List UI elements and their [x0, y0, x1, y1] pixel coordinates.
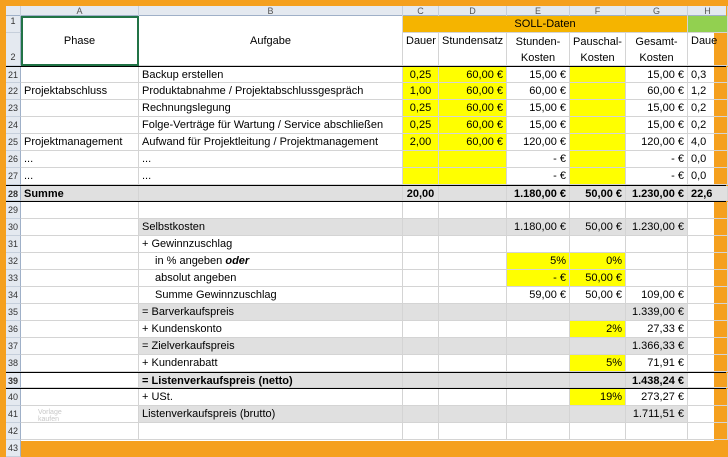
- listenverkaufspreis-netto-row: [6, 372, 726, 389]
- empty-cell[interactable]: [439, 321, 507, 338]
- row-header[interactable]: 21: [6, 67, 21, 83]
- empty-cell[interactable]: [439, 287, 507, 304]
- empty-cell[interactable]: [688, 270, 728, 287]
- task-row: [6, 117, 726, 134]
- listenverkaufspreis-brutto-label[interactable]: Listenverkaufspreis (brutto): [139, 406, 403, 423]
- empty-cell[interactable]: [507, 202, 570, 219]
- summe-row: [6, 185, 726, 202]
- summe-gewinn-gesamt[interactable]: 109,00 €: [626, 287, 688, 304]
- pauschal-kosten-header[interactable]: Pauschal- Kosten: [570, 33, 626, 66]
- gesamt-kosten-cell[interactable]: - €: [626, 168, 688, 185]
- empty-cell[interactable]: [439, 389, 507, 406]
- phase-cell[interactable]: Projektabschluss: [21, 83, 139, 100]
- empty-cell[interactable]: [439, 423, 507, 440]
- dauer-ist-cell[interactable]: 0,3: [688, 67, 728, 83]
- phase-cell[interactable]: Projektmanagement: [21, 134, 139, 151]
- barverkaufspreis-label[interactable]: = Barverkaufspreis: [139, 304, 403, 321]
- row-header[interactable]: 40: [6, 389, 21, 406]
- empty-cell[interactable]: [403, 287, 439, 304]
- dauer-cell[interactable]: 0,25: [403, 117, 439, 134]
- blank-row: [6, 440, 726, 457]
- empty-cell[interactable]: [626, 253, 688, 270]
- column-header-b[interactable]: B: [139, 6, 403, 16]
- listenverkaufspreis-brutto-value[interactable]: 1.711,51 €: [626, 406, 688, 423]
- empty-cell[interactable]: [21, 219, 139, 236]
- selbstkosten-row: [6, 219, 726, 236]
- summe-dauer-ist[interactable]: 22,6: [688, 186, 728, 201]
- gewinn-absolut-pauschal[interactable]: 50,00 €: [570, 270, 626, 287]
- empty-cell[interactable]: [688, 304, 728, 321]
- dauer-header[interactable]: Dauer: [403, 33, 439, 66]
- kundenskonto-percent[interactable]: 2%: [570, 321, 626, 338]
- dauer-cell[interactable]: 0,25: [403, 67, 439, 83]
- aufgabe-cell[interactable]: Backup erstellen: [139, 67, 403, 83]
- row-header[interactable]: 25: [6, 134, 21, 151]
- column-header-e[interactable]: E: [507, 6, 570, 16]
- empty-cell[interactable]: [688, 355, 728, 372]
- empty-cell[interactable]: [688, 423, 728, 440]
- ust-label[interactable]: + USt.: [139, 389, 403, 406]
- stunden-kosten-header[interactable]: Stunden- Kosten: [507, 33, 570, 66]
- empty-cell[interactable]: [507, 321, 570, 338]
- gewinn-prozent-label[interactable]: in % angeben oder: [139, 253, 403, 270]
- empty-cell[interactable]: [21, 321, 139, 338]
- zielverkaufspreis-value[interactable]: 1.366,33 €: [626, 338, 688, 355]
- row-header[interactable]: 30: [6, 219, 21, 236]
- row-header[interactable]: 28: [6, 186, 21, 201]
- gewinn-absolut-row: [6, 270, 726, 287]
- stundensatz-cell[interactable]: 60,00 €: [439, 100, 507, 117]
- row-header[interactable]: 1: [6, 16, 21, 33]
- row-header[interactable]: 31: [6, 236, 21, 253]
- stunden-kosten-cell[interactable]: 15,00 €: [507, 67, 570, 83]
- kundenrabatt-label[interactable]: + Kundenrabatt: [139, 355, 403, 372]
- stundensatz-header[interactable]: Stundensatz: [439, 33, 507, 66]
- row-header[interactable]: 39: [6, 373, 21, 388]
- aufgabe-cell[interactable]: Aufwand für Projektleitung / Projektmanagement: [139, 134, 403, 151]
- ust-row: [6, 389, 726, 406]
- gesamt-kosten-header[interactable]: Gesamt- Kosten: [626, 33, 688, 66]
- empty-cell[interactable]: [21, 202, 139, 219]
- phase-header: Phase: [63, 35, 96, 47]
- empty-cell[interactable]: [507, 389, 570, 406]
- empty-cell[interactable]: [688, 219, 728, 236]
- empty-cell[interactable]: [570, 236, 626, 253]
- gewinn-prozent-stunden[interactable]: 5%: [507, 253, 570, 270]
- empty-cell[interactable]: [688, 236, 728, 253]
- empty-cell[interactable]: [688, 253, 728, 270]
- gewinnzuschlag-row: [6, 236, 726, 253]
- ust-value[interactable]: 273,27 €: [626, 389, 688, 406]
- dauer-ist-cell[interactable]: 0,2: [688, 117, 728, 134]
- zielverkaufspreis-label[interactable]: = Zielverkaufspreis: [139, 338, 403, 355]
- empty-cell[interactable]: [403, 304, 439, 321]
- column-header-a[interactable]: A: [21, 6, 139, 16]
- row-header[interactable]: 24: [6, 117, 21, 134]
- dauer-cell[interactable]: 1,00: [403, 83, 439, 100]
- listenverkaufspreis-netto-label[interactable]: = Listenverkaufspreis (netto): [139, 373, 403, 388]
- stunden-kosten-cell[interactable]: 60,00 €: [507, 83, 570, 100]
- kundenrabatt-row: [6, 355, 726, 372]
- dauer-cell[interactable]: 2,00: [403, 134, 439, 151]
- dauer-ist-cell[interactable]: 0,0: [688, 168, 728, 185]
- summe-gewinn-pauschal[interactable]: 50,00 €: [570, 287, 626, 304]
- column-header-f[interactable]: F: [570, 6, 626, 16]
- dauer-ist-header[interactable]: Daue: [688, 33, 728, 66]
- selbstkosten-pauschal[interactable]: 50,00 €: [570, 219, 626, 236]
- barverkaufspreis-row: [6, 304, 726, 321]
- empty-cell[interactable]: [626, 202, 688, 219]
- dauer-ist-cell[interactable]: 1,2: [688, 83, 728, 100]
- phase-header-cell[interactable]: [21, 16, 139, 66]
- dauer-cell[interactable]: [403, 168, 439, 185]
- column-header-d[interactable]: D: [439, 6, 507, 16]
- empty-cell[interactable]: [688, 406, 728, 423]
- empty-cell[interactable]: [21, 304, 139, 321]
- row-header[interactable]: 34: [6, 287, 21, 304]
- empty-cell[interactable]: [439, 406, 507, 423]
- empty-cell[interactable]: [439, 338, 507, 355]
- empty-cell[interactable]: [439, 202, 507, 219]
- empty-cell[interactable]: [570, 338, 626, 355]
- summe-gewinnzuschlag-label[interactable]: Summe Gewinnzuschlag: [139, 287, 403, 304]
- column-header-c[interactable]: C: [403, 6, 439, 16]
- selbstkosten-stunden[interactable]: 1.180,00 €: [507, 219, 570, 236]
- empty-cell[interactable]: [507, 236, 570, 253]
- empty-cell[interactable]: [403, 202, 439, 219]
- empty-cell[interactable]: [626, 423, 688, 440]
- pauschal-kosten-cell[interactable]: [570, 67, 626, 83]
- task-row: [6, 66, 726, 83]
- stunden-kosten-cell[interactable]: 120,00 €: [507, 134, 570, 151]
- aufgabe-cell[interactable]: Produktabnahme / Projektabschlussgespräch: [139, 83, 403, 100]
- empty-cell[interactable]: [688, 338, 728, 355]
- empty-cell[interactable]: [570, 373, 626, 388]
- stundensatz-cell[interactable]: 60,00 €: [439, 83, 507, 100]
- kundenrabatt-value[interactable]: 71,91 €: [626, 355, 688, 372]
- row-header[interactable]: 36: [6, 321, 21, 338]
- task-row: [6, 168, 726, 185]
- ust-percent[interactable]: 19%: [570, 389, 626, 406]
- zielverkaufspreis-row: [6, 338, 726, 355]
- empty-cell[interactable]: [439, 253, 507, 270]
- aufgabe-cell[interactable]: ...: [139, 151, 403, 168]
- phase-cell[interactable]: ...: [21, 151, 139, 168]
- row-header[interactable]: 32: [6, 253, 21, 270]
- empty-cell[interactable]: [403, 236, 439, 253]
- empty-cell[interactable]: [439, 373, 507, 388]
- pauschal-kosten-cell[interactable]: [570, 151, 626, 168]
- watermark-text: Vorlage kaufen: [38, 409, 62, 423]
- gewinnzuschlag-label[interactable]: + Gewinnzuschlag: [139, 236, 403, 253]
- gesamt-kosten-cell[interactable]: 15,00 €: [626, 117, 688, 134]
- summe-gesamt-kosten[interactable]: 1.230,00 €: [626, 186, 688, 201]
- empty-cell[interactable]: [439, 304, 507, 321]
- empty-cell[interactable]: [139, 202, 403, 219]
- gesamt-kosten-cell[interactable]: - €: [626, 151, 688, 168]
- empty-cell[interactable]: [21, 287, 139, 304]
- empty-cell[interactable]: [570, 406, 626, 423]
- empty-cell[interactable]: [688, 321, 728, 338]
- stunden-kosten-cell[interactable]: 15,00 €: [507, 100, 570, 117]
- stunden-kosten-cell[interactable]: 15,00 €: [507, 117, 570, 134]
- aufgabe-cell[interactable]: Folge-Verträge für Wartung / Service abschließen: [139, 117, 403, 134]
- empty-cell[interactable]: [439, 355, 507, 372]
- barverkaufspreis-value[interactable]: 1.339,00 €: [626, 304, 688, 321]
- empty-cell[interactable]: [688, 202, 728, 219]
- dauer-ist-cell[interactable]: 0,0: [688, 151, 728, 168]
- blank-row: [6, 202, 726, 219]
- listenverkaufspreis-brutto-row: [6, 406, 726, 423]
- gewinn-absolut-label[interactable]: absolut angeben: [139, 270, 403, 287]
- kundenrabatt-percent[interactable]: 5%: [570, 355, 626, 372]
- stunden-kosten-cell[interactable]: - €: [507, 151, 570, 168]
- row-header[interactable]: 22: [6, 83, 21, 100]
- phase-cell[interactable]: [21, 67, 139, 83]
- empty-cell[interactable]: [507, 304, 570, 321]
- dauer-cell[interactable]: 0,25: [403, 100, 439, 117]
- empty-cell[interactable]: [21, 423, 139, 440]
- task-row: [6, 134, 726, 151]
- empty-cell[interactable]: [21, 355, 139, 372]
- empty-cell[interactable]: [439, 236, 507, 253]
- row-header[interactable]: 2: [6, 33, 21, 66]
- empty-cell[interactable]: [403, 373, 439, 388]
- pauschal-kosten-cell[interactable]: [570, 117, 626, 134]
- row-header[interactable]: 29: [6, 202, 21, 219]
- pauschal-kosten-cell[interactable]: [570, 100, 626, 117]
- row-header[interactable]: 42: [6, 423, 21, 440]
- empty-cell[interactable]: [688, 287, 728, 304]
- empty-cell[interactable]: [403, 338, 439, 355]
- row-header[interactable]: 35: [6, 304, 21, 321]
- row-header[interactable]: 41: [6, 406, 21, 423]
- empty-cell[interactable]: [439, 270, 507, 287]
- task-row: [6, 151, 726, 168]
- empty-cell[interactable]: [403, 389, 439, 406]
- dauer-cell[interactable]: [403, 151, 439, 168]
- gesamt-kosten-cell[interactable]: 15,00 €: [626, 67, 688, 83]
- kundenskonto-value[interactable]: 27,33 €: [626, 321, 688, 338]
- empty-cell[interactable]: [570, 202, 626, 219]
- pauschal-kosten-cell[interactable]: [570, 83, 626, 100]
- empty-cell[interactable]: [21, 338, 139, 355]
- row-header[interactable]: 38: [6, 355, 21, 372]
- gewinn-prozent-row: [6, 253, 726, 270]
- pauschal-kosten-cell[interactable]: [570, 134, 626, 151]
- dauer-ist-cell[interactable]: 0,2: [688, 100, 728, 117]
- empty-cell[interactable]: [403, 219, 439, 236]
- pauschal-kosten-cell[interactable]: [570, 168, 626, 185]
- soll-daten-header[interactable]: SOLL-Daten: [403, 16, 688, 33]
- gesamt-kosten-cell[interactable]: 120,00 €: [626, 134, 688, 151]
- empty-cell[interactable]: [626, 270, 688, 287]
- aufgabe-cell[interactable]: Rechnungslegung: [139, 100, 403, 117]
- empty-cell[interactable]: [21, 253, 139, 270]
- summe-dauer[interactable]: 20,00: [403, 186, 439, 201]
- stundensatz-cell[interactable]: 60,00 €: [439, 134, 507, 151]
- task-row: [6, 100, 726, 117]
- empty-cell[interactable]: [507, 373, 570, 388]
- listenverkaufspreis-netto-value[interactable]: 1.438,24 €: [626, 373, 688, 388]
- empty-cell[interactable]: [507, 423, 570, 440]
- kundenskonto-label[interactable]: + Kundenskonto: [139, 321, 403, 338]
- empty-cell[interactable]: [507, 406, 570, 423]
- empty-cell[interactable]: [507, 355, 570, 372]
- empty-cell[interactable]: [688, 373, 728, 388]
- empty-cell[interactable]: [21, 389, 139, 406]
- column-header-h[interactable]: H: [688, 6, 728, 16]
- empty-cell[interactable]: [403, 321, 439, 338]
- summe-gewinn-stunden[interactable]: 59,00 €: [507, 287, 570, 304]
- stundensatz-cell[interactable]: [439, 168, 507, 185]
- selbstkosten-gesamt[interactable]: 1.230,00 €: [626, 219, 688, 236]
- summe-pauschal-kosten[interactable]: 50,00 €: [570, 186, 626, 201]
- phase-cell[interactable]: [21, 117, 139, 134]
- aufgabe-header-cell[interactable]: [139, 16, 403, 66]
- empty-cell[interactable]: [626, 236, 688, 253]
- row-header[interactable]: 37: [6, 338, 21, 355]
- empty-cell[interactable]: [403, 423, 439, 440]
- summe-gewinnzuschlag-row: [6, 287, 726, 304]
- summe-aufgabe-cell[interactable]: [139, 186, 403, 201]
- task-row: [6, 83, 726, 100]
- blank-row: [6, 423, 726, 440]
- empty-cell[interactable]: [403, 355, 439, 372]
- summe-label[interactable]: Summe: [21, 186, 139, 201]
- row-header[interactable]: 26: [6, 151, 21, 168]
- empty-cell[interactable]: [507, 338, 570, 355]
- stundensatz-cell[interactable]: 60,00 €: [439, 117, 507, 134]
- gesamt-kosten-cell[interactable]: 60,00 €: [626, 83, 688, 100]
- column-header-g[interactable]: G: [626, 6, 688, 16]
- column-header-bar: [6, 6, 726, 16]
- spreadsheet-frame: [6, 6, 718, 453]
- empty-cell[interactable]: [21, 236, 139, 253]
- row-header[interactable]: 33: [6, 270, 21, 287]
- empty-cell[interactable]: [570, 423, 626, 440]
- dauer-ist-cell[interactable]: 4,0: [688, 134, 728, 151]
- empty-cell[interactable]: [403, 253, 439, 270]
- aufgabe-cell[interactable]: ...: [139, 168, 403, 185]
- row-header[interactable]: 23: [6, 100, 21, 117]
- empty-cell[interactable]: [688, 389, 728, 406]
- selbstkosten-label[interactable]: Selbstkosten: [139, 219, 403, 236]
- empty-cell[interactable]: [403, 270, 439, 287]
- empty-cell[interactable]: [21, 373, 139, 388]
- gewinn-absolut-stunden[interactable]: - €: [507, 270, 570, 287]
- ist-daten-header[interactable]: [688, 16, 728, 33]
- phase-cell[interactable]: ...: [21, 168, 139, 185]
- stundensatz-cell[interactable]: 60,00 €: [439, 67, 507, 83]
- aufgabe-header: Aufgabe: [250, 35, 291, 47]
- gesamt-kosten-cell[interactable]: 15,00 €: [626, 100, 688, 117]
- phase-cell[interactable]: [21, 100, 139, 117]
- empty-cell[interactable]: [21, 270, 139, 287]
- stundensatz-cell[interactable]: [439, 151, 507, 168]
- empty-cell[interactable]: [139, 423, 403, 440]
- kundenskonto-row: [6, 321, 726, 338]
- summe-stunden-kosten[interactable]: 1.180,00 €: [507, 186, 570, 201]
- stunden-kosten-cell[interactable]: - €: [507, 168, 570, 185]
- empty-cell[interactable]: [439, 219, 507, 236]
- row-header[interactable]: 43: [6, 440, 21, 457]
- gewinn-prozent-pauschal[interactable]: 0%: [570, 253, 626, 270]
- summe-stundensatz[interactable]: [439, 186, 507, 201]
- empty-cell[interactable]: [403, 406, 439, 423]
- empty-cell[interactable]: [570, 304, 626, 321]
- row-header[interactable]: 27: [6, 168, 21, 185]
- select-all-corner[interactable]: [6, 6, 21, 16]
